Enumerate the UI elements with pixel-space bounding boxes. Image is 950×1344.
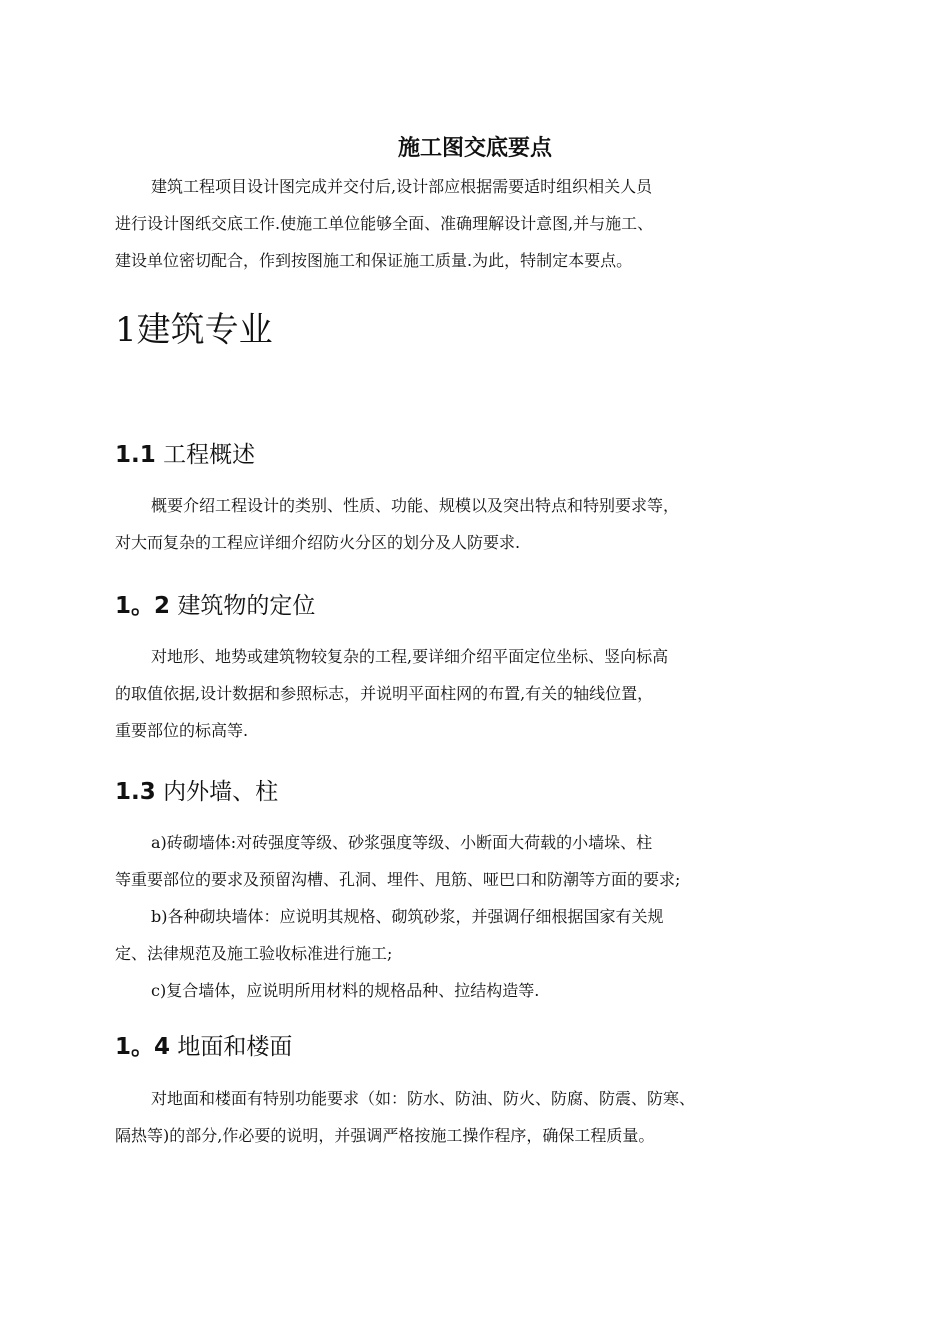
section-heading-1-3 <box>115 775 278 809</box>
section-heading-1-2 <box>115 589 315 623</box>
paragraph-line: 定、法律规范及施工验收标准进行施工; <box>115 944 393 963</box>
section-title: 内外墙、柱 <box>163 779 279 805</box>
paragraph-line: a)砖砌墙体:对砖强度等级、砂浆强度等级、小断面大荷载的小墙垛、柱 <box>151 833 653 852</box>
chapter-heading <box>115 306 273 354</box>
section-body-1-1 <box>115 487 815 561</box>
document-title: 施工图交底要点 <box>397 136 552 161</box>
chapter-number: 1 <box>115 310 137 350</box>
paragraph-line: 建筑工程项目设计图完成并交付后,设计部应根据需要适时组织相关人员 <box>151 177 653 196</box>
paragraph-line: b)各种砌块墙体：应说明其规格、砌筑砂浆，并强调仔细根据国家有关规 <box>151 907 664 926</box>
chapter-title: 建筑专业 <box>136 310 273 350</box>
section-title: 地面和楼面 <box>177 1034 293 1060</box>
intro-paragraph <box>115 168 815 279</box>
paragraph-line: 对地面和楼面有特别功能要求（如：防水、防油、防火、防腐、防震、防寒、 <box>151 1089 696 1108</box>
section-body-1-3 <box>115 824 815 1009</box>
paragraph-line: 对大而复杂的工程应详细介绍防火分区的划分及人防要求. <box>115 533 521 552</box>
paragraph-line: 对地形、地势或建筑物较复杂的工程,要详细介绍平面定位坐标、竖向标高 <box>151 647 669 666</box>
section-number: 1。2 <box>115 593 171 619</box>
paragraph-line: 概要介绍工程设计的类别、性质、功能、规模以及突出特点和特别要求等， <box>151 496 680 515</box>
section-title: 建筑物的定位 <box>177 593 316 619</box>
paragraph-line: 建设单位密切配合，作到按图施工和保证施工质量.为此，特制定本要点。 <box>115 251 633 270</box>
paragraph-line: c)复合墙体，应说明所用材料的规格品种、拉结构造等. <box>151 981 540 1000</box>
section-number: 1.3 <box>115 779 156 805</box>
section-number: 1。4 <box>115 1034 171 1060</box>
section-heading-1-4 <box>115 1030 292 1064</box>
paragraph-line: 等重要部位的要求及预留沟槽、孔洞、埋件、甩筋、哑巴口和防潮等方面的要求; <box>115 870 681 889</box>
paragraph-line: 隔热等)的部分,作必要的说明，并强调严格按施工操作程序，确保工程质量。 <box>115 1126 655 1145</box>
paragraph-line: 的取值依据,设计数据和参照标志，并说明平面柱网的布置,有关的轴线位置， <box>115 684 654 703</box>
section-body-1-2 <box>115 638 815 749</box>
section-body-1-4 <box>115 1080 815 1154</box>
section-title: 工程概述 <box>163 442 256 468</box>
paragraph-line: 重要部位的标高等. <box>115 721 249 740</box>
section-number: 1.1 <box>115 442 156 468</box>
section-heading-1-1 <box>115 438 255 472</box>
paragraph-line: 进行设计图纸交底工作.使施工单位能够全面、准确理解设计意图,并与施工、 <box>115 214 654 233</box>
